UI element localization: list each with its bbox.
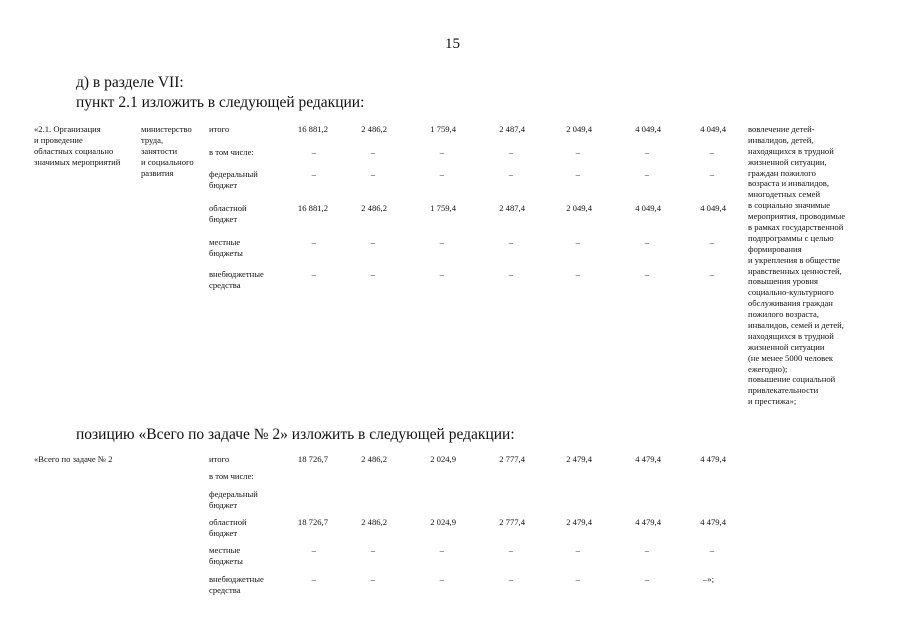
value-cell: 2 487,4 bbox=[499, 203, 525, 213]
row-label-line: бюджет bbox=[209, 500, 238, 510]
row-label bbox=[209, 147, 254, 158]
row-label-line: федеральный bbox=[209, 169, 258, 179]
expected-result-line: находящихся в трудной bbox=[748, 330, 834, 341]
row-label bbox=[209, 203, 247, 225]
row-label-line: внебюджетные bbox=[209, 574, 264, 584]
row-label-line: итого bbox=[209, 454, 230, 464]
value-cell: 2 487,4 bbox=[499, 124, 525, 134]
value-cell: – bbox=[439, 545, 444, 555]
row-label-line: бюджет bbox=[209, 528, 238, 538]
expected-result-line: пожилого возраста, bbox=[748, 309, 819, 320]
expected-result-line: подпрограммы с целью bbox=[748, 232, 834, 243]
value-cell: – bbox=[644, 147, 649, 157]
value-cell: – bbox=[644, 169, 649, 179]
value-cell: – bbox=[508, 169, 513, 179]
value-cell: – bbox=[439, 147, 444, 157]
expected-result-line: инвалидов, детей, bbox=[748, 134, 814, 145]
row-label-line: итого bbox=[209, 124, 230, 134]
value-cell: – bbox=[311, 147, 316, 157]
value-cell: – bbox=[370, 147, 375, 157]
value-cell: – bbox=[439, 574, 444, 584]
expected-result-line: социально-культурного bbox=[748, 287, 834, 298]
section-heading: д) в разделе VII: bbox=[76, 74, 184, 91]
expected-result-line: привлекательности bbox=[748, 385, 819, 396]
row-label-line: бюджет bbox=[209, 214, 238, 224]
value-cell: 2 486,2 bbox=[361, 517, 387, 527]
value-cell: 2 479,4 bbox=[566, 517, 592, 527]
value-cell: – bbox=[575, 147, 580, 157]
row-label-line: средства bbox=[209, 280, 241, 290]
activity-name-cell bbox=[34, 124, 120, 168]
value-cell: 2 479,4 bbox=[566, 454, 592, 464]
value-cell: – bbox=[508, 147, 513, 157]
executor-line: развития bbox=[141, 168, 174, 178]
row-label-line: внебюджетные bbox=[209, 269, 264, 279]
value-cell: 16 881,2 bbox=[297, 203, 328, 213]
value-cell: – bbox=[575, 237, 580, 247]
value-cell: – bbox=[575, 269, 580, 279]
row-label bbox=[209, 471, 254, 482]
value-cell: 2 049,4 bbox=[566, 203, 592, 213]
value-cell: – bbox=[370, 545, 375, 555]
value-cell: – bbox=[575, 545, 580, 555]
value-cell: – bbox=[370, 574, 375, 584]
value-cell: – bbox=[644, 545, 649, 555]
value-cell: 2 486,2 bbox=[361, 124, 387, 134]
executor-line: труда, bbox=[141, 135, 164, 145]
row-label-line: федеральный bbox=[209, 489, 258, 499]
expected-result-line: инвалидов, семей и детей, bbox=[748, 320, 844, 331]
value-cell: 2 777,4 bbox=[499, 454, 525, 464]
row-label-line: местные bbox=[209, 237, 241, 247]
value-cell: 2 024,9 bbox=[430, 454, 456, 464]
value-cell: – bbox=[439, 269, 444, 279]
expected-result-line: вовлечение детей- bbox=[748, 124, 815, 134]
activity-name-line: областных социально bbox=[34, 146, 114, 156]
value-cell: 4 049,4 bbox=[700, 203, 726, 213]
row-label bbox=[209, 454, 229, 465]
row-label-line: в том числе: bbox=[209, 471, 254, 481]
expected-result-line: обслуживания граждан bbox=[748, 298, 833, 309]
activity-name-line: «2.1. Организация bbox=[34, 124, 101, 134]
value-cell: – bbox=[311, 269, 316, 279]
row-label bbox=[209, 545, 243, 567]
executor-line: занятости bbox=[141, 146, 178, 156]
value-cell: – bbox=[311, 545, 316, 555]
expected-result-line: и укрепления в обществе bbox=[748, 254, 841, 265]
value-cell: – bbox=[709, 169, 714, 179]
expected-result-line: формирования bbox=[748, 243, 802, 254]
value-cell: – bbox=[370, 237, 375, 247]
value-cell: – bbox=[508, 269, 513, 279]
page-number: 15 bbox=[445, 36, 460, 52]
value-cell: – bbox=[508, 574, 513, 584]
value-cell: 4 049,4 bbox=[635, 203, 661, 213]
row-label-line: в том числе: bbox=[209, 147, 254, 157]
expected-result-line: в социально значимые bbox=[748, 200, 831, 211]
row-label-line: бюджеты bbox=[209, 556, 243, 566]
row-label bbox=[209, 269, 264, 291]
value-cell: – bbox=[644, 237, 649, 247]
value-cell: 4 479,4 bbox=[700, 517, 726, 527]
row-label bbox=[209, 489, 258, 511]
value-cell: – bbox=[370, 169, 375, 179]
activity-name-line: значимых мероприятий bbox=[34, 157, 121, 167]
position-heading: позицию «Всего по задаче № 2» изложить в следующей редакции: bbox=[76, 426, 515, 443]
value-cell: – bbox=[439, 169, 444, 179]
expected-result-line: повышения уровня bbox=[748, 276, 818, 287]
executor-line: и социального bbox=[141, 157, 194, 167]
value-cell: – bbox=[644, 269, 649, 279]
expected-result-line: и престижа»; bbox=[748, 396, 797, 407]
value-cell: 4 479,4 bbox=[700, 454, 726, 464]
row-label-line: местные bbox=[209, 545, 241, 555]
row-label-line: областной bbox=[209, 203, 247, 213]
executor-line: министерство bbox=[141, 124, 192, 134]
value-cell: 2 049,4 bbox=[566, 124, 592, 134]
expected-result-line: многодетных семей bbox=[748, 189, 821, 200]
value-cell: 4 479,4 bbox=[635, 454, 661, 464]
expected-result-line: мероприятия, проводимые bbox=[748, 211, 846, 222]
expected-result-line: находящихся в трудной bbox=[748, 145, 834, 156]
value-cell: –»; bbox=[703, 574, 714, 584]
expected-result-line: повышение социальной bbox=[748, 374, 836, 385]
value-cell: 2 777,4 bbox=[499, 517, 525, 527]
value-cell: – bbox=[311, 574, 316, 584]
value-cell: – bbox=[575, 574, 580, 584]
value-cell: 2 024,9 bbox=[430, 517, 456, 527]
executor-cell bbox=[141, 124, 194, 179]
value-cell: – bbox=[709, 237, 714, 247]
row-label bbox=[209, 517, 247, 539]
value-cell: 4 049,4 bbox=[700, 124, 726, 134]
value-cell: – bbox=[575, 169, 580, 179]
value-cell: 18 726,7 bbox=[297, 517, 328, 527]
row-label-line: бюджеты bbox=[209, 248, 243, 258]
expected-result-line: жизненной ситуации, bbox=[748, 156, 827, 167]
row-label bbox=[209, 237, 243, 259]
value-cell: 4 049,4 bbox=[635, 124, 661, 134]
value-cell: – bbox=[370, 269, 375, 279]
expected-result-line: (не менее 5000 человек bbox=[748, 352, 834, 363]
value-cell: 18 726,7 bbox=[297, 454, 328, 464]
value-cell: – bbox=[508, 237, 513, 247]
expected-result-line: ежегодно); bbox=[748, 363, 788, 374]
total-task-label: «Всего по задаче № 2 bbox=[34, 454, 113, 464]
expected-result-line: в рамках государственной bbox=[748, 222, 844, 233]
value-cell: 1 759,4 bbox=[430, 124, 456, 134]
row-label-line: бюджет bbox=[209, 180, 238, 190]
value-cell: – bbox=[311, 237, 316, 247]
value-cell: 2 486,2 bbox=[361, 454, 387, 464]
activity-name-line: и проведение bbox=[34, 135, 83, 145]
row-label bbox=[209, 574, 264, 596]
value-cell: 1 759,4 bbox=[430, 203, 456, 213]
value-cell: – bbox=[709, 545, 714, 555]
value-cell: 16 881,2 bbox=[297, 124, 328, 134]
expected-result-cell bbox=[748, 124, 845, 407]
row-label bbox=[209, 169, 258, 191]
value-cell: – bbox=[439, 237, 444, 247]
point-heading: пункт 2.1 изложить в следующей редакции: bbox=[76, 94, 365, 111]
value-cell: – bbox=[709, 147, 714, 157]
value-cell: 4 479,4 bbox=[635, 517, 661, 527]
expected-result-line: жизненной ситуации bbox=[748, 341, 825, 352]
value-cell: – bbox=[644, 574, 649, 584]
expected-result-line: возраста и инвалидов, bbox=[748, 178, 829, 189]
value-cell: – bbox=[709, 269, 714, 279]
row-label-line: областной bbox=[209, 517, 247, 527]
row-label-line: средства bbox=[209, 585, 241, 595]
row-label bbox=[209, 124, 229, 135]
expected-result-line: нравственных ценностей, bbox=[748, 265, 842, 276]
value-cell: – bbox=[311, 169, 316, 179]
value-cell: – bbox=[508, 545, 513, 555]
value-cell: 2 486,2 bbox=[361, 203, 387, 213]
expected-result-line: граждан пожилого bbox=[748, 167, 816, 178]
